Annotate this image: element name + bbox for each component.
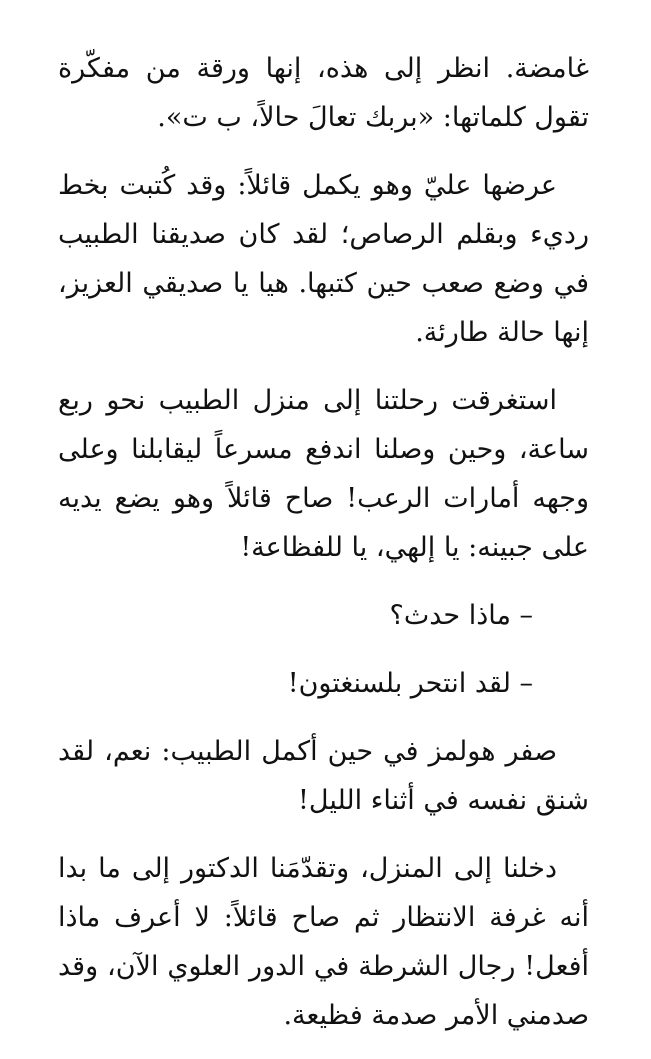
dialogue-line-1: – ماذا حدث؟ (389, 600, 533, 631)
dialogue-line-2: – لقد انتحر بلسنغتون! (287, 668, 533, 699)
book-page (58, 44, 589, 1059)
paragraph-3: استغرقت رحلتنا إلى منزل الطبيب نحو ربع ساعة، وحين وصلنا اندفع مسرعاً ليقابلنا وعلى وجهه أمارات الرعب! صاح قائلاً وهو يضع يديه على جبينه: يا إلهي، يا للفظاعة! (58, 385, 589, 563)
paragraph-1: غامضة. انظر إلى هذه، إنها ورقة من مفكّرة تقول كلماتها: «بربك تعالَ حالاً، ب ت». (58, 53, 589, 133)
paragraph-5: دخلنا إلى المنزل، وتقدّمَنا الدكتور إلى ما بدا أنه غرفة الانتظار ثم صاح قائلاً: لا أعرف ماذا أفعل! رجال الشرطة في الدور العلوي الآن، وقد صدمني الأمر صدمة فظيعة. (58, 853, 589, 1031)
paragraph-4: صفر هولمز في حين أكمل الطبيب: نعم، لقد شنق نفسه في أثناء الليل! (58, 736, 589, 816)
paragraph-2: عرضها عليّ وهو يكمل قائلاً: وقد كُتبت بخط رديء وبقلم الرصاص؛ لقد كان صديقنا الطبيب في وضع صعب حين كتبها. هيا يا صديقي العزيز، إنها حالة طارئة. (58, 170, 589, 348)
